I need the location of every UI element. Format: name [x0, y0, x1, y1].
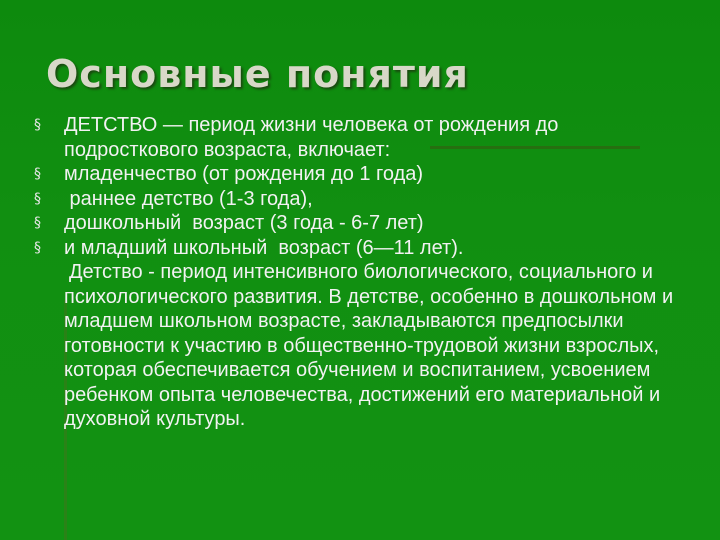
bullet-text: младенчество (от рождения до 1 года) [64, 163, 424, 185]
bullet-text: раннее детство (1-3 года), [64, 187, 313, 210]
slide-content [34, 113, 694, 432]
description-paragraph [34, 260, 694, 432]
section-sign-icon: § [34, 117, 41, 133]
bullet-text: ДЕТСТВО — период жизни человека от рождения до подросткового возраста, включает: [64, 114, 559, 161]
bullet-item [34, 211, 694, 236]
section-sign-icon: § [34, 166, 41, 182]
section-sign-icon: § [34, 239, 41, 256]
bullet-item [34, 236, 694, 261]
bullet-item [34, 162, 694, 187]
bullet-text: дошкольный возраст (3 года - 6-7 лет) [64, 212, 424, 234]
slide-title: Основные понятия [46, 52, 469, 96]
bullet-item [34, 113, 694, 162]
bullet-item [34, 187, 694, 212]
section-sign-icon: § [34, 215, 41, 231]
bullet-text: и младший школьный возраст (6—11 лет). [64, 236, 464, 259]
section-sign-icon: § [34, 190, 41, 207]
paragraph-text: Детство - период интенсивного биологического, социального и психологического развития. В детстве, особенно в дошкольном и младшем школьном возрасте, закладываются предпосылки готовности к участию в общественно-трудовой жизни взрослых, которая обеспечивается обучением и воспитанием, усвоением ребенком опыта человечества, достижений его материальной и духовной культуры. [64, 261, 674, 430]
